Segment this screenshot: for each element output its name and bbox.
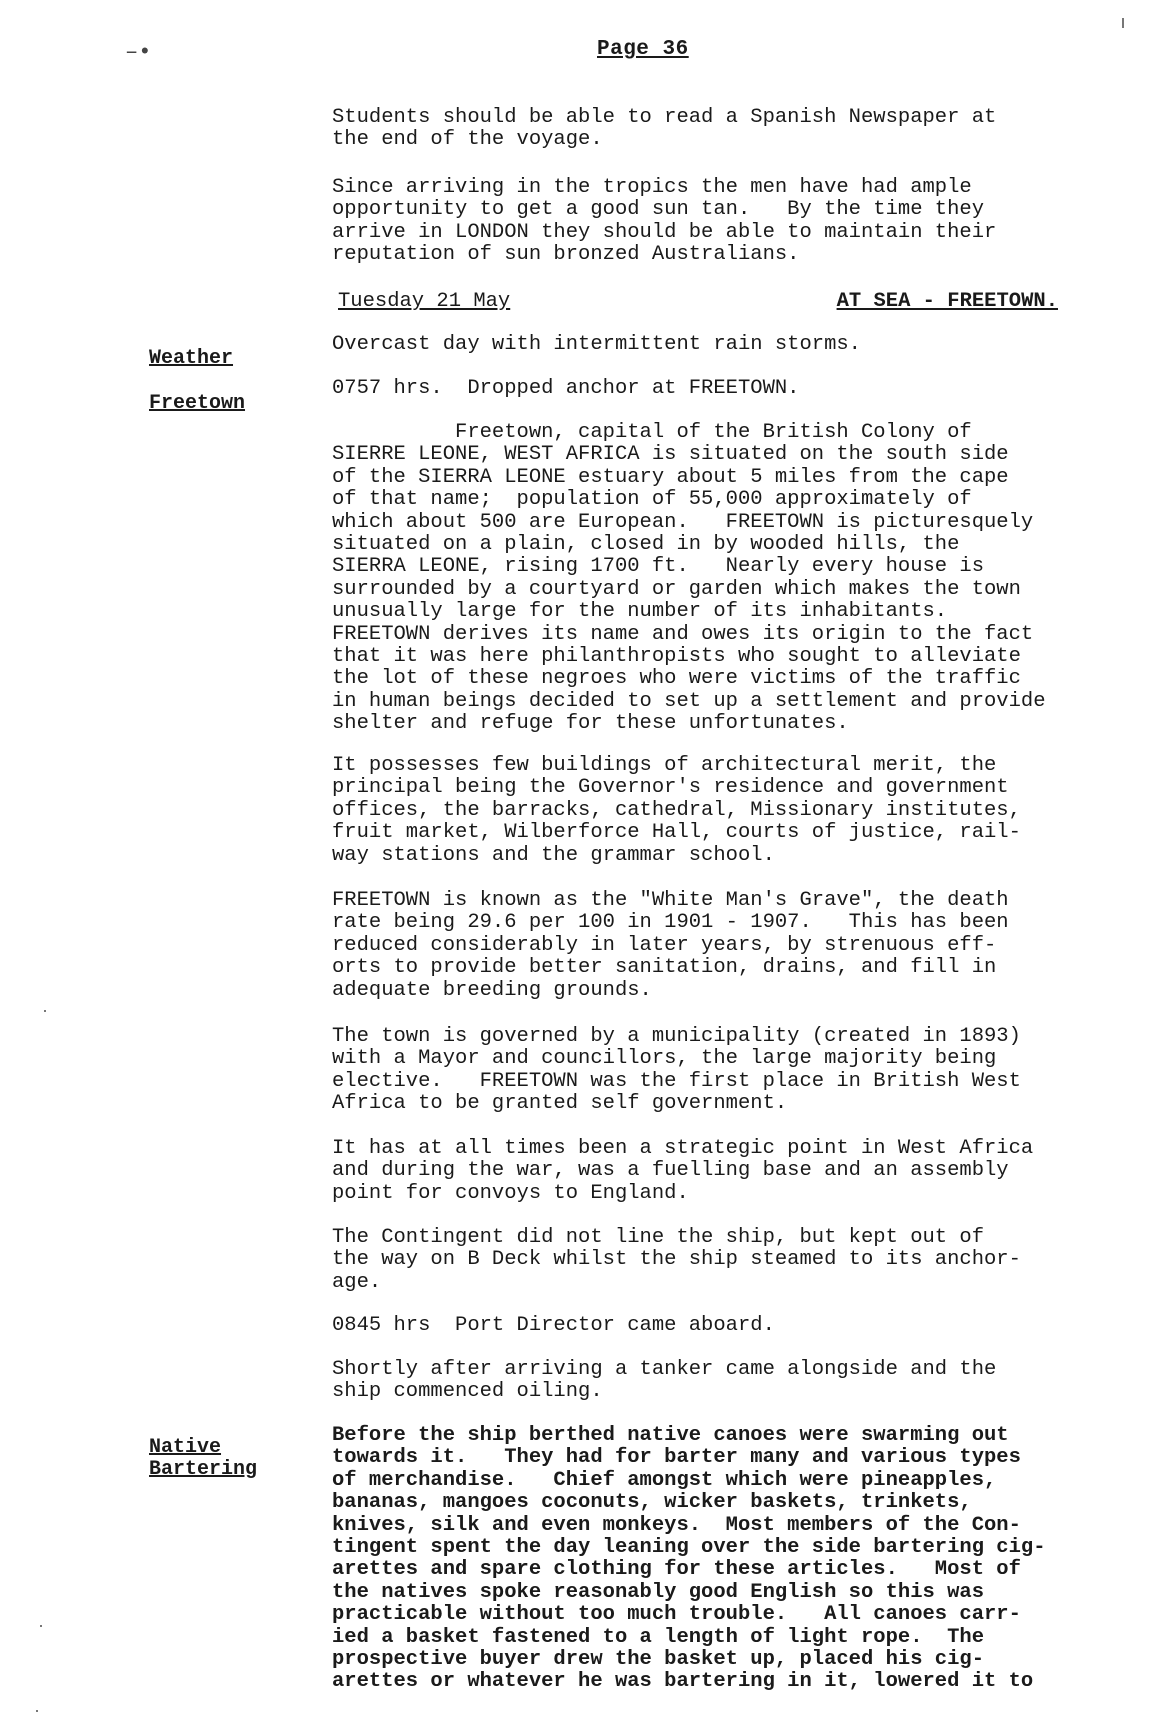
paragraph-sun-tan: Since arriving in the tropics the men have had ample opportunity to get a good sun tan. By the time they arrive in LONDON they should be able to maintain their reputation of sun bronzed Australians. — [332, 176, 997, 267]
entry-location: AT SEA - FREETOWN. — [836, 290, 1058, 313]
paragraph-strategic: It has at all times been a strategic point in West Africa and during the war, was a fuelling base and an assembly point for convoys to England. — [332, 1137, 1034, 1205]
corner-mark: –• — [125, 40, 152, 65]
paragraph-spanish: Students should be able to read a Spanish Newspaper at the end of the voyage. — [332, 106, 997, 152]
paragraph-freetown-description: Freetown, capital of the British Colony of SIERRE LEONE, WEST AFRICA is situated on the south side of the SIERRA LEONE estuary about 5 miles from the cape of that name; population of 55,000 approximately of which about 500 are European. FREETOWN is picturesquely situated on a plain, closed in by wooded hills, the SIERRA LEONE, rising 1700 ft. Nearly every house is surrounded by a courtyard or garden which makes the town unusually large for the number of its inhabitants. FREETOWN derives its name and owes its origin to the fact that it was here philanthropists who sought to alleviate the lot of these negroes who were victims of the traffic in human beings decided to set up a settlement and provide shelter and refuge for these unfortunates. — [332, 421, 1046, 736]
scan-speck — [40, 1625, 42, 1627]
scan-speck — [44, 1010, 46, 1012]
page-number: Page 36 — [597, 38, 689, 61]
scan-speck — [1122, 18, 1124, 28]
paragraph-weather: Overcast day with intermittent rain storms. — [332, 333, 861, 356]
margin-label-freetown: Freetown — [149, 392, 246, 415]
paragraph-government: The town is governed by a municipality (created in 1893) with a Mayor and councillors, the large majority being elective. FREETOWN was the first place in British West Africa to be granted self government. — [332, 1025, 1021, 1116]
paragraph-white-mans-grave: FREETOWN is known as the "White Man's Grave", the death rate being 29.6 per 100 in 1901 - 1907. This has been reduced considerably in later years, by strenuous eff- orts to provide better sanitation, drains, and fill in adequate breeding grounds. — [332, 889, 1009, 1002]
margin-label-weather: Weather — [149, 347, 234, 370]
paragraph-tanker: Shortly after arriving a tanker came alongside and the ship commenced oiling. — [332, 1358, 997, 1404]
paragraph-contingent: The Contingent did not line the ship, but kept out of the way on B Deck whilst the ship steamed to its anchor- age. — [332, 1226, 1021, 1294]
entry-date: Tuesday 21 May — [338, 290, 511, 313]
paragraph-port-director: 0845 hrs Port Director came aboard. — [332, 1314, 775, 1337]
paragraph-buildings: It possesses few buildings of architectural merit, the principal being the Governor's residence and government offices, the barracks, cathedral, Missionary institutes, fruit market, Wilberforce Hall, courts of justice, rail- way stations and the grammar school. — [332, 754, 1021, 867]
date-line — [338, 290, 1058, 313]
margin-label-native-bartering: Native Bartering — [149, 1436, 258, 1481]
paragraph-anchor: 0757 hrs. Dropped anchor at FREETOWN. — [332, 377, 800, 400]
paragraph-bartering: Before the ship berthed native canoes were swarming out towards it. They had for barter many and various types of merchandise. Chief amongst which were pineapples, bananas, mangoes coconuts, wicker baskets, trinkets, knives, silk and even monkeys. Most members of the Con- tingent spent the day leaning over the side bartering cig- arettes and spare clothing for these articles. Most of the natives spoke reasonably good English so this was practicable without too much trouble. All canoes carr- ied a basket fastened to a length of light rope. The prospective buyer drew the basket up, placed his cig- arettes or whatever he was bartering in it, lowered it to — [332, 1424, 1046, 1694]
scan-speck — [36, 1710, 38, 1712]
